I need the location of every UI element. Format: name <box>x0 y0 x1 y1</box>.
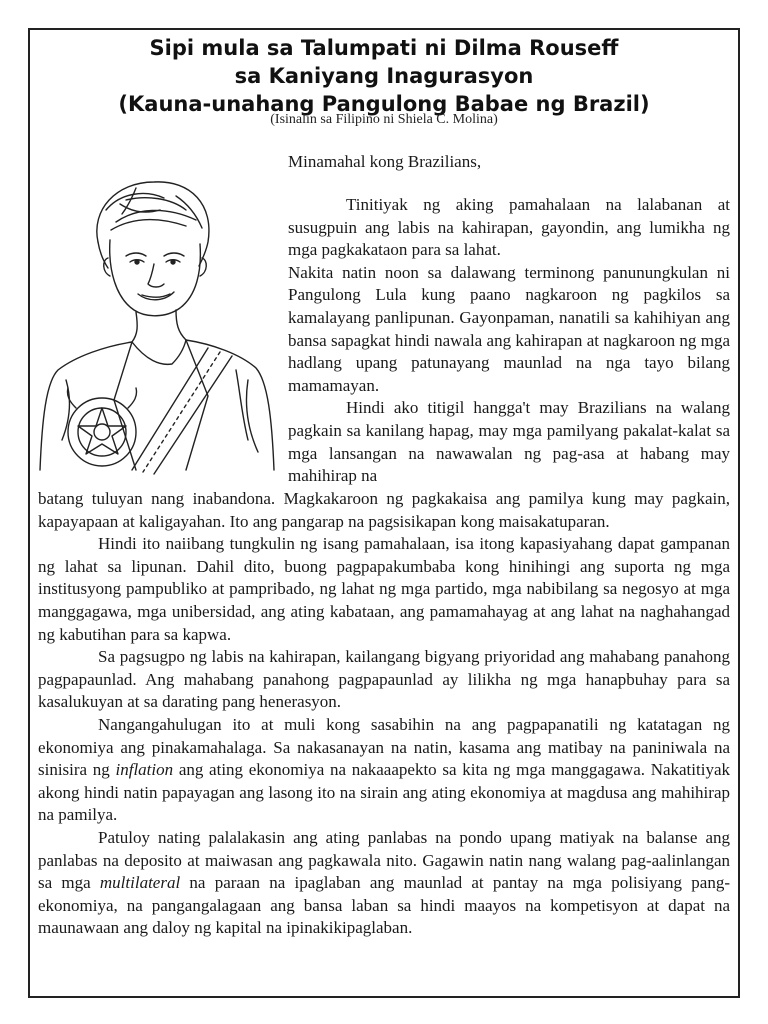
paragraph-6-emphasis: inflation <box>115 760 174 780</box>
paragraph-7-text-a: Patuloy nating palalakasin ang ating panlabas na pondo upang matiyak na balanse ang panlabas na deposito at maiwasan ang pagkawala nito. Gagawin natin nang walang pag-aalinlangan sa mga <box>38 827 730 893</box>
paragraph-3-part-2: batang tuluyan nang inabandona. Magkakaroon ng pagkakaisa ang pamilya kung may pagkain, kapayapaan at kaligayahan. Ito ang pangarap na pagsisikapan kong maisakatuparan. <box>38 489 730 531</box>
paragraph-7-emphasis: multilateral <box>99 873 181 893</box>
paragraph-6 <box>38 714 730 827</box>
paragraph-6-text-b: ang ating ekonomiya na nakaaapekto sa kita ng mga manggagawa. Nakatitiyak akong hindi natin papayagan ang lasong ito na sirain ang ating ekonomiya at magdusa ang mahihirap na pamilya. <box>38 760 730 825</box>
title-line-1: Sipi mula sa Talumpati ni Dilma Rouseff <box>149 36 619 60</box>
paragraph-4: Hindi ito naiibang tungkulin ng isang pamahalaan, isa itong kapasiyahang dapat gampanan ng lahat sa lipunan. Dahil dito, buong pagpapakumbaba kong hinihingi ang suporta ng mga institusyong pampubliko at pampribado, ng lahat ng mga partido, mga nabibilang sa negosyo at mga manggagawa, mga unibersidad, ang ating kabataan, ang pamamahayag at ang lahat na naghahangad ng kabutihan para sa kapwa. <box>38 534 730 644</box>
paragraph-7 <box>38 827 730 940</box>
paragraph-1: Tinitiyak ng aking pamahalaan na lalabanan at susugpuin ang labis na kahirapan, gayondin, ang lumikha ng mga pagkakataon para sa lahat. <box>288 195 730 260</box>
full-width-text <box>38 488 730 940</box>
speech-greeting: Minamahal kong Brazilians, <box>288 152 482 171</box>
paragraph-6-text-a: Nangangahulugan ito at muli kong sasabihin na ang pagpapanatili ng katatagan ng ekonomiya ang pinakamahalaga. Sa nakasanayan na natin, kasama ang matibay na paniniwala na sinisira ng <box>38 714 730 780</box>
paragraph-3-part-1: Hindi ako titigil hangga't may Brazilians na walang pagkain sa kanilang hapag, may mga pamilyang pakalat-kalat sa mga lansangan na nawawalan ng pag-asa at habang may mahihirap na <box>288 398 730 486</box>
title-line-3: (Kauna-unahang Pangulong Babae ng Brazil) <box>118 92 650 116</box>
paragraph-7-text-b: na paraan na ipaglaban ang maunlad at pantay na mga polisiyang pang-ekonomiya, na pangangalagaan ang bansa laban sa hindi maayos na kompetisyon at dapat na maunawaan ang daloy ng kapital na ipinakikipaglaban. <box>38 873 730 938</box>
title-line-2: sa Kaniyang Inagurasyon <box>234 64 534 88</box>
portrait-illustration <box>36 170 276 482</box>
paragraph-2: Nakita natin noon sa dalawang terminong panunungkulan ni Pangulong Lula kung paano nagkaroon ng pagkilos sa kamalayang panlipunan. Gayonpaman, nanatili sa kahihiyan ang bansa sapagkat hindi nawala ang kahirapan at nagkaroon ng mga hadlang upang patunayang maunlad na nga tayo bilang mamamayan. <box>288 262 730 395</box>
translator-credit: (Isinalin sa Filipino ni Shiela C. Molina) <box>270 112 498 127</box>
right-column-text <box>288 194 730 488</box>
document-frame <box>28 28 740 998</box>
paragraph-5: Sa pagsugpo ng labis na kahirapan, kailangang bigyang priyoridad ang mahabang panahong pagpapaunlad. Ang mahabang panahong pagpapaunlad ay lilikha ng mga hanapbuhay para sa kasalukuyan at sa darating pang henerasyon. <box>38 647 730 712</box>
